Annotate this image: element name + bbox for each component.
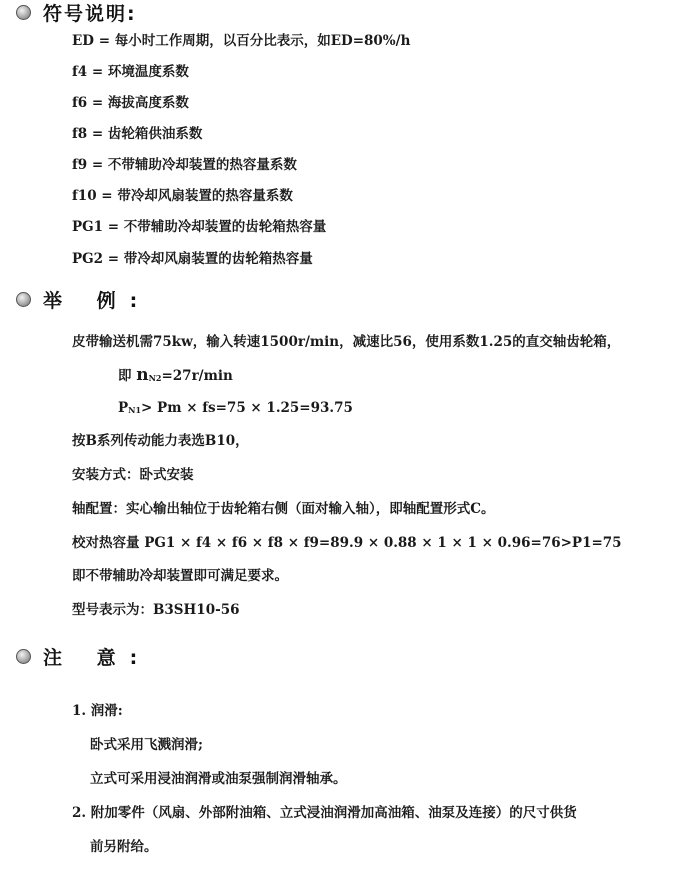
- example-line-6: 轴配置：实心输出轴位于齿轮箱右侧（面对输入轴），即轴配置形式C。: [72, 501, 495, 517]
- symbol-item-f4: [72, 63, 189, 81]
- output-speed-value: =27r/min: [161, 368, 233, 384]
- example-line-4: 按B系列传动能力表选B10，: [72, 433, 249, 449]
- example-line-7: 校对热容量 PG1 × f4 × f6 × f8 × f9=89.9 × 0.88 × 1 × 1 × 0.96=76>P1=75: [72, 535, 622, 551]
- example-heading: [16, 287, 151, 311]
- note-1-title: 1. 润滑:: [72, 703, 123, 719]
- symbol-key: f4: [72, 64, 88, 80]
- power-formula: > Pm × fs=75 × 1.25=93.75: [141, 400, 353, 416]
- example-line-2-prefix: 即: [118, 368, 137, 384]
- symbol-key: f8: [72, 126, 88, 142]
- note-2-line-1: 2. 附加零件（风扇、外部附油箱、立式浸油润滑加高油箱、油泵及连接）的尺寸供货: [72, 805, 577, 821]
- power-subscript: N1: [128, 405, 142, 415]
- example-line-5: 安装方式：卧式安装: [72, 467, 194, 483]
- output-speed-symbol: n: [136, 365, 149, 385]
- example-line-8: 即不带辅助冷却装置即可满足要求。: [72, 568, 288, 584]
- symbol-item-pg2: [72, 250, 313, 268]
- symbol-item-f6: [72, 94, 189, 112]
- symbol-item-f10: [72, 187, 293, 205]
- symbol-desc: = 带冷却风扇装置的齿轮箱热容量: [103, 251, 313, 267]
- bullet-circle-icon: [16, 649, 31, 664]
- example-line-2: [118, 366, 233, 387]
- bullet-circle-icon: [16, 5, 31, 20]
- symbol-key: PG2: [72, 251, 104, 267]
- example-heading-text: 举 例:: [43, 289, 152, 312]
- symbol-desc: = 环境温度系数: [87, 64, 189, 80]
- notes-heading-text: 注 意:: [43, 646, 152, 669]
- note-1-line-b: 立式可采用浸油润滑或油泵强制润滑轴承。: [90, 771, 347, 787]
- symbol-item-ed: [72, 32, 410, 50]
- note-1-line-a: 卧式采用飞溅润滑;: [90, 737, 203, 753]
- example-line-9: 型号表示为：B3SH10-56: [72, 602, 240, 618]
- bullet-circle-icon: [16, 292, 31, 307]
- note-2-line-2: 前另附给。: [90, 839, 158, 855]
- example-line-1: 皮带输送机需75kw，输入转速1500r/min，减速比56，使用系数1.25的直交轴齿轮箱，: [72, 334, 621, 350]
- symbol-item-f8: [72, 125, 202, 143]
- symbol-key: f6: [72, 95, 88, 111]
- symbol-key: PG1: [72, 219, 104, 235]
- symbols-heading-text: 符号说明:: [43, 2, 137, 25]
- output-speed-subscript: N2: [148, 373, 162, 383]
- example-line-3: [118, 399, 353, 419]
- symbol-desc: = 每小时工作周期，以百分比表示，如ED=80%/h: [94, 33, 411, 49]
- symbols-heading: [16, 0, 137, 24]
- symbol-key: f10: [72, 188, 97, 204]
- symbol-key: f9: [72, 157, 88, 173]
- symbol-desc: = 不带辅助冷却装置的齿轮箱热容量: [103, 219, 327, 235]
- symbol-desc: = 带冷却风扇装置的热容量系数: [96, 188, 293, 204]
- symbol-key: ED: [72, 33, 94, 49]
- power-symbol: P: [118, 400, 129, 416]
- symbol-item-f9: [72, 156, 297, 174]
- symbol-desc: = 不带辅助冷却装置的热容量系数: [87, 157, 297, 173]
- symbol-desc: = 海拔高度系数: [87, 95, 189, 111]
- symbol-desc: = 齿轮箱供油系数: [87, 126, 203, 142]
- symbol-item-pg1: [72, 218, 326, 236]
- notes-heading: [16, 644, 151, 668]
